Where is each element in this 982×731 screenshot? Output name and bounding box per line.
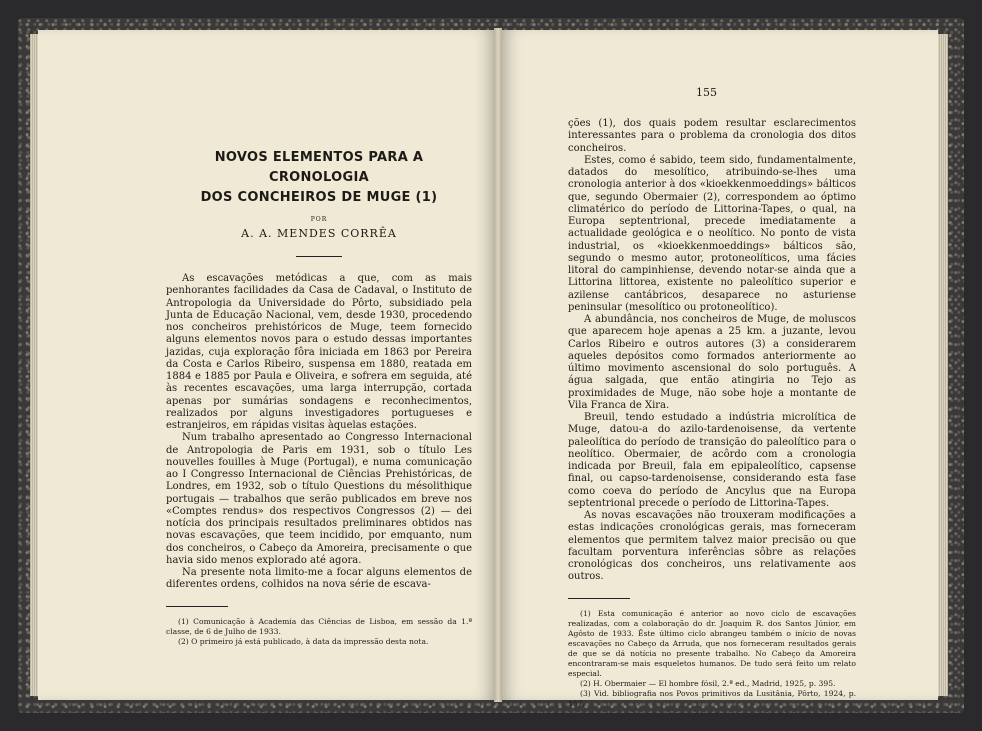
- title-rule: [296, 256, 342, 257]
- footnote-rule: [166, 606, 228, 607]
- article-title-line2: DOS CONCHEIROS DE MUGE (1): [200, 190, 438, 205]
- right-page: [500, 30, 938, 708]
- right-paragraph-1: ções (1), dos quais podem resultar esclarecimentos interessantes para o problema da cronologia dos ditos concheiros.: [568, 118, 856, 154]
- left-paragraph-1: As escavações metódicas a que, com as mais penhorantes facilidades da Casa de Cadaval, o Instituto de Antropologia da Universidade do Pôrto, subsidiado pela Junta de Educação Nacional, vem, desde 1930, procedendo nos concheiros prehistóricos de Muge, teem fornecido alguns elementos novos para o estudo dessas importantes jazidas, cuja exploração fôra iniciada em 1863 por Pereira da Costa e Carlos Ribeiro, suspensa em 1880, reatada em 1884 e 1885 por Paula e Oliveira, e sofrera em seguida, até às recentes escavações, uma larga interrupção, cortada apenas por sumárias sondagens e reconhecimentos, realizados por alguns investigadores portugueses e estranjeiros, em rápidas visitas àquelas estações.: [166, 273, 472, 431]
- page-edges-left: [30, 34, 38, 696]
- left-paragraph-2: Num trabalho apresentado ao Congresso Internacional de Antropologia de Paris em 1931, sob o título Les nouvelles fouilles à Muge (Portugal), e numa comunicação ao I Congresso Internacional de Ciências Prehistóricas, de Londres, em 1932, sob o título Questions du mésolithique portugais — trabalhos que serão publicados em breve nos «Comptes rendus» dos respectivos Congressos (2) — dei notícia dos principais resultados preliminares obtidos nas novas escavações, que teem incidido, por emquanto, num dos concheiros, o Cabeço da Amoreira, precisamente o que havia sido menos explorado até agora.: [166, 432, 472, 566]
- right-page-content: [568, 118, 856, 709]
- left-paragraph-3: Na presente nota limito-me a focar alguns elementos de diferentes ordens, colhidos na nova série de escava-: [166, 567, 472, 591]
- left-page: [38, 30, 496, 700]
- right-footnote-3: (3) Vid. bibliografia nos Povos primitivos da Lusitânia, Pôrto, 1924, p. 167.: [568, 688, 856, 708]
- author-name: A. A. MENDES CORRÊA: [241, 227, 397, 240]
- page-edges-right: [938, 34, 948, 696]
- right-paragraph-3: A abundância, nos concheiros de Muge, de moluscos que aparecem hoje apenas a 25 km. a juzante, levou Carlos Ribeiro e outros autores (3) a considerarem aqueles depósitos como formados anteriormente ao último movimento ascensional do solo português. A água salgada, que então atingiria no Tejo as proximidades de Muge, não sobe hoje a montante de Vila Franca de Xira.: [568, 314, 856, 411]
- right-footnote-1: (1) Esta comunicação é anterior ao novo ciclo de escavações realizadas, com a colaboração do dr. Joaquim R. dos Santos Júnior, em Agôsto de 1933. Êste último ciclo abrangeu também o início de novas escavações no Cabeço da Arruda, que nos forneceram resultados gerais de que se dá notícia no presente trabalho. No Cabeço da Amoreira encontraram-se mais esqueletos humanos. De tudo será feito um relato especial.: [568, 608, 856, 678]
- article-title-line1: NOVOS ELEMENTOS PARA A CRONOLOGIA: [214, 150, 424, 185]
- by-label: POR: [310, 216, 328, 223]
- right-paragraph-4: Breuil, tendo estudado a indústria microlítica de Muge, datou-a do azilo-tardenoisense, da vertente paleolítica do período de transição do paleolítico para o neolítico. Obermaier, de acôrdo com a cronologia indicada por Breuil, fala em epipaleolítico, capsense final, ou capso-tardenoisense, considerando esta fase como coeva do período de Ancylus que na Europa septentrional precede o período de Littorina-Tapes.: [568, 412, 856, 509]
- right-paragraph-2: Estes, como é sabido, teem sido, fundamentalmente, datados do mesolítico, atribuindo-se-lhes uma cronologia anterior à dos «kioekkenmoeddings» bálticos que, segundo Obermaier (2), correspondem ao óptimo climatérico do período de Littorina-Tapes, o qual, na Europa septentrional, precede imediatamente a actualidade geológica e o neolítico. No ponto de vista industrial, os «kioekkenmoeddings» bálticos são, segundo o mesmo autor, protoneolíticos, uma fácies litoral do campinhiense, devendo notar-se ainda que a Littorina littorea, existente no paleolítico superior e azilense cantábricos, desaparece no asturiense peninsular (mesolítico ou protoneolítico).: [568, 154, 856, 313]
- left-footnote-2: (2) O primeiro já está publicado, à data da impressão desta nota.: [178, 636, 429, 646]
- book-gutter: [494, 28, 502, 702]
- footnote-rule: [568, 598, 630, 599]
- right-paragraph-5: As novas escavações não trouxeram modificações a estas indicações cronológicas gerais, mas forneceram elementos que permitem talvez maior precisão ou que facultam porventura inferências sôbre as relações cronológicas dos concheiros, uns relativamente aos outros.: [568, 510, 856, 583]
- left-page-content: [166, 148, 472, 647]
- page-number: 155: [696, 86, 717, 99]
- left-footnote-1: (1) Comunicação à Academia das Ciências de Lisboa, em sessão da 1.ª classe, de 6 de Julho de 1933.: [166, 616, 472, 636]
- right-footnote-2: (2) H. Obermaier — El hombre fósil, 2.ª ed., Madrid, 1925, p. 395.: [580, 678, 836, 688]
